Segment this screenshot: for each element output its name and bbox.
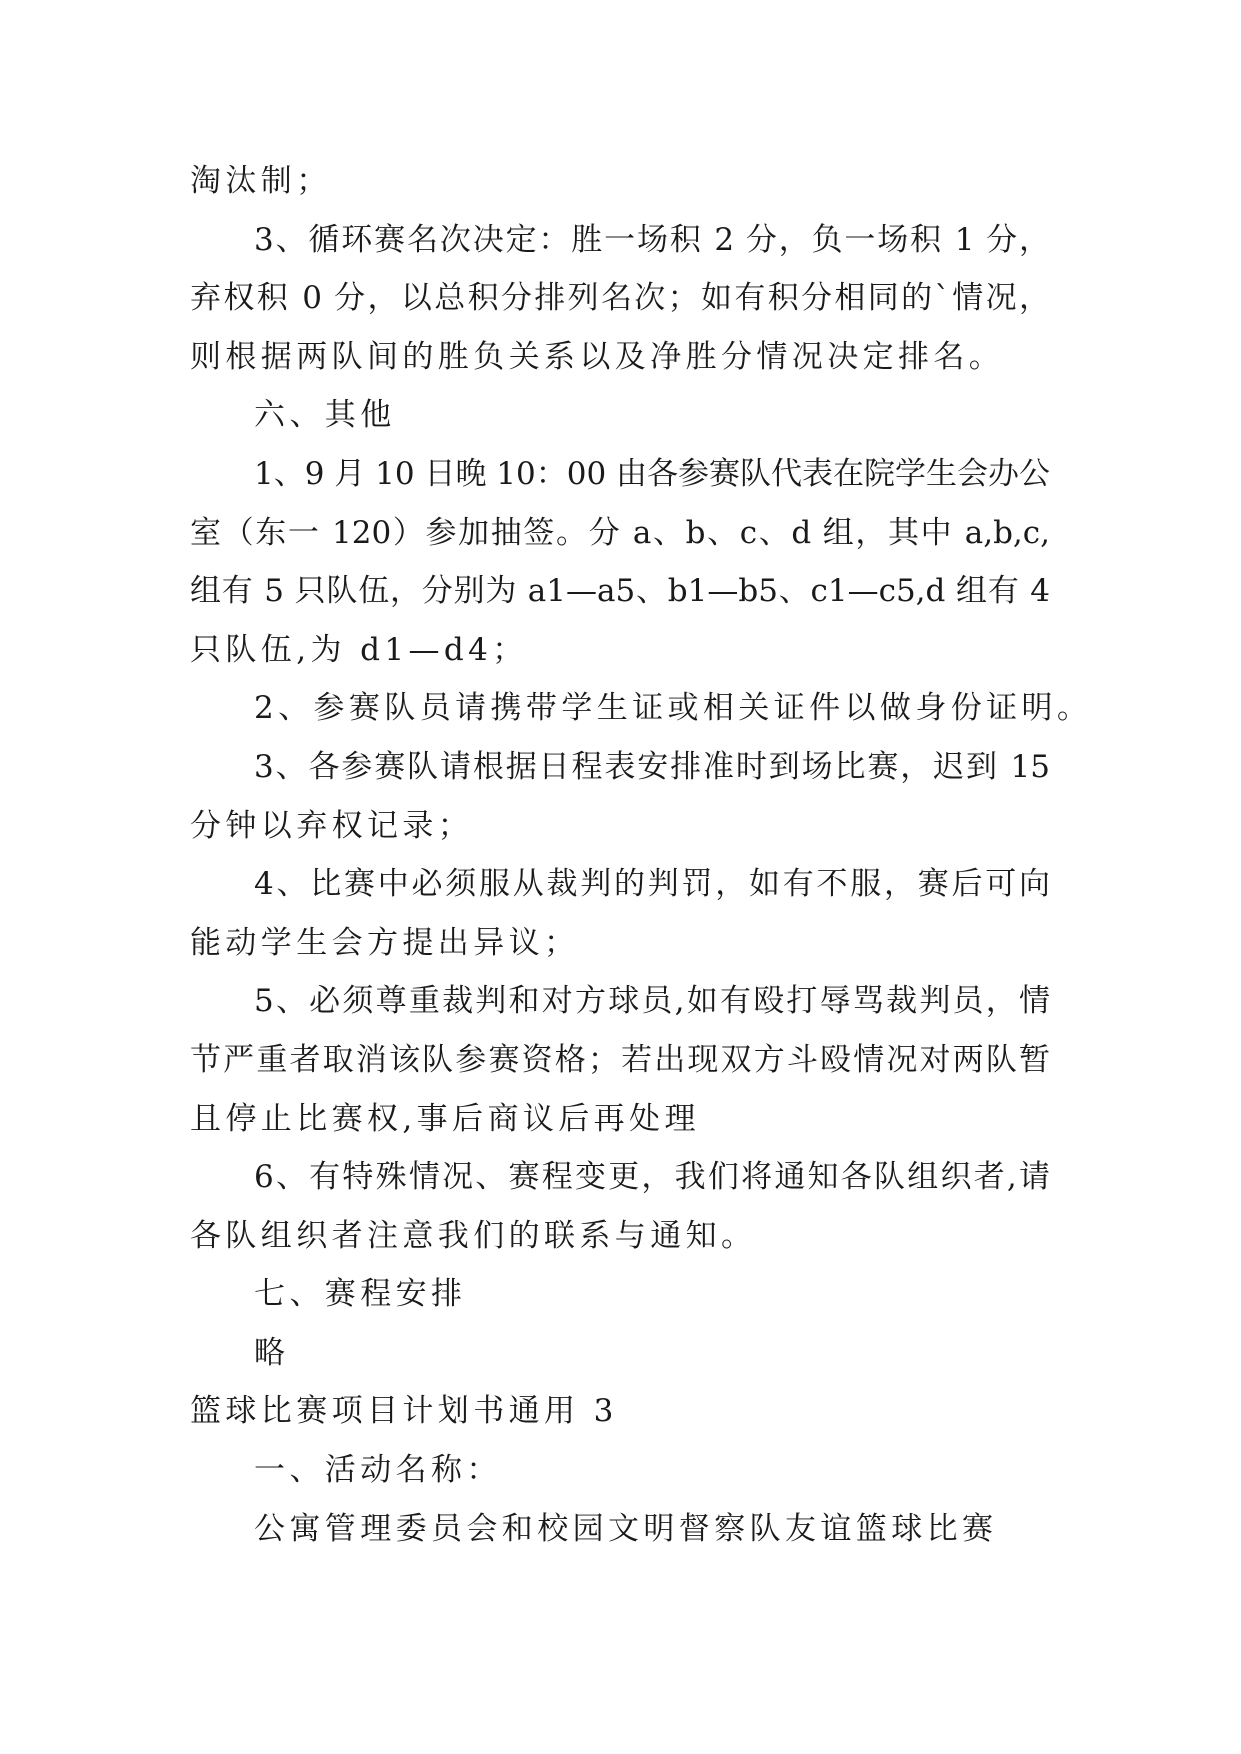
- text-line-item-5-cont-2: 且停止比赛权,事后商议后再处理: [190, 1100, 700, 1137]
- text-line-rule-3-cont-2: 则根据两队间的胜负关系以及净胜分情况决定排名。: [190, 338, 1005, 375]
- text-line-item-6: 6、有特殊情况、赛程变更，我们将通知各队组织者,请: [254, 1159, 1050, 1196]
- text-line-item-1-cont-1: 室（东一 120）参加抽签。分 a、b、c、d 组，其中 a,b,c,: [190, 514, 1050, 551]
- section-heading-activity-name: 一、活动名称：: [254, 1452, 502, 1489]
- section-heading-schedule: 七、赛程安排: [254, 1276, 467, 1313]
- document-title-3: 篮球比赛项目计划书通用 3: [190, 1393, 618, 1430]
- text-line-activity-name: 公寓管理委员会和校园文明督察队友谊篮球比赛: [254, 1510, 998, 1547]
- section-heading-others: 六、其他: [254, 397, 396, 434]
- text-line-item-3-cont: 分钟以弃权记录；: [190, 807, 474, 844]
- text-line-item-1-cont-2: 组有 5 只队伍，分别为 a1—a5、b1—b5、c1—c5,d 组有 4: [190, 573, 1050, 610]
- text-line-omitted: 略: [254, 1334, 290, 1371]
- text-line-item-5-cont-1: 节严重者取消该队参赛资格；若出现双方斗殴情况对两队暂: [190, 1041, 1050, 1078]
- text-line-item-5: 5、必须尊重裁判和对方球员,如有殴打辱骂裁判员，情: [254, 983, 1050, 1020]
- text-line-item-4-cont: 能动学生会方提出异议；: [190, 924, 580, 961]
- text-line-rule-3-cont-1: 弃权积 0 分，以总积分排列名次；如有积分相同的`情况，: [190, 280, 1050, 317]
- text-line-continuation: 淘汰制；: [190, 163, 332, 199]
- text-line-item-1-cont-3: 只队伍,为 d1—d4；: [190, 631, 528, 668]
- text-line-rule-3: 3、循环赛名次决定：胜一场积 2 分，负一场积 1 分，: [254, 221, 1050, 258]
- text-line-item-1: 1、9 月 10 日晚 10：00 由各参赛队代表在院学生会办公: [254, 455, 1051, 492]
- text-line-item-3: 3、各参赛队请根据日程表安排准时到场比赛，迟到 15: [254, 748, 1050, 785]
- text-line-item-4: 4、比赛中必须服从裁判的判罚，如有不服，赛后可向: [254, 866, 1050, 903]
- text-line-item-2: 2、参赛队员请携带学生证或相关证件以做身份证明。: [254, 690, 1093, 727]
- document-page: [190, 152, 1093, 1558]
- text-line-item-6-cont: 各队组织者注意我们的联系与通知。: [190, 1217, 757, 1254]
